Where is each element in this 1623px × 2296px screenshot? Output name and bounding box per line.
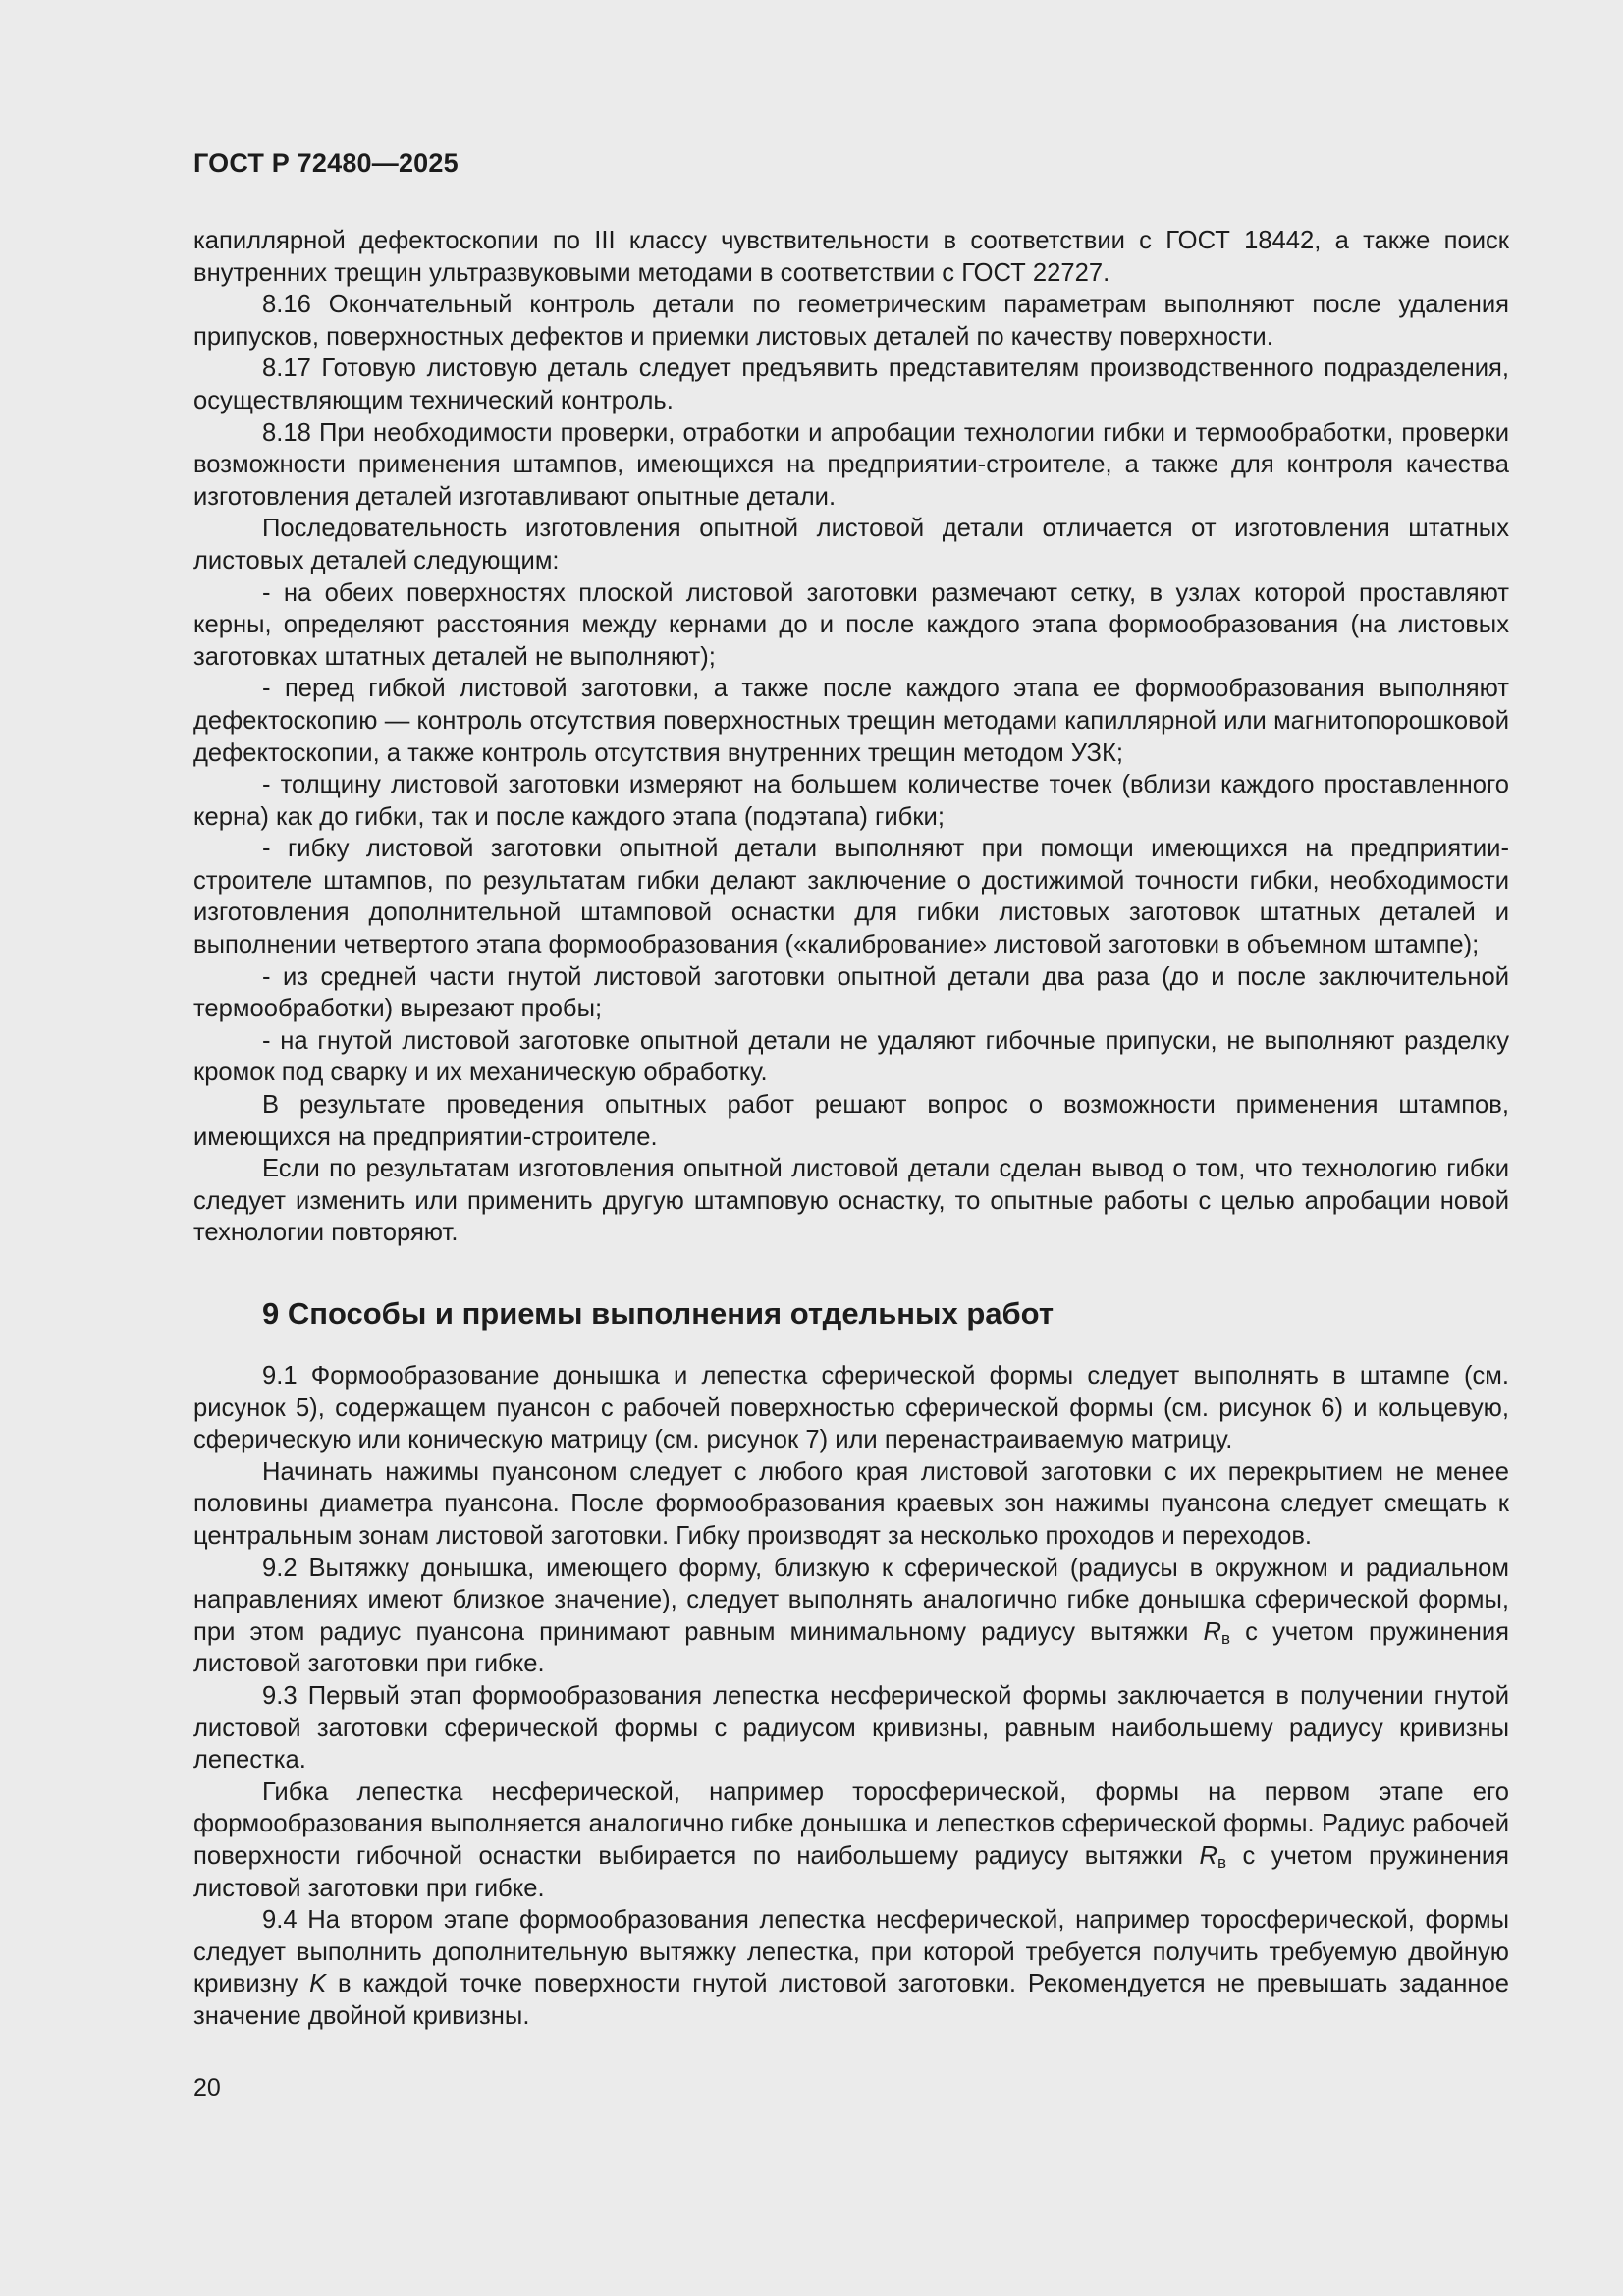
list-item-samples: - из средней части гнутой листовой заготовки опытной детали два раза (до и после заключительной термообработки) вырезают пробы; [193, 962, 1509, 1023]
paragraph-continuation: капиллярной дефектоскопии по III классу чувствительности в соответствии с ГОСТ 18442, а также поиск внутренних трещин ультразвуковыми методами в соответствии с ГОСТ 22727. [193, 227, 1509, 287]
paragraph-technology-change: Если по результатам изготовления опытной листовой детали сделан вывод о том, что технологию гибки следует изменить или применить другую штамповую оснастку, то опытные работы с целью апробации новой технологии повторяют. [193, 1155, 1509, 1247]
paragraph-8-16: 8.16 Окончательный контроль детали по геометрическим параметрам выполняют после удаления припусков, поверхностных дефектов и приемки листовых деталей по качеству поверхности. [193, 291, 1509, 351]
paragraph-9-4 [193, 1904, 1509, 2032]
paragraph-9-2 [193, 1553, 1509, 1680]
radius-subscript: в [1217, 1852, 1226, 1872]
list-item-thickness-measurement: - толщину листовой заготовки измеряют на большем количестве точек (вблизи каждого проставленного керна) как до гибки, так и после каждого этапа (подэтапа) гибки; [193, 771, 1509, 831]
paragraph-9-3-bending [193, 1777, 1509, 1904]
list-item-allowances: - на гнутой листовой заготовке опытной детали не удаляют гибочные припуски, не выполняют разделку кромок под сварку и их механическую обработку. [193, 1026, 1509, 1087]
document-body [193, 225, 1509, 2032]
paragraph-9-3: 9.3 Первый этап формообразования лепестка несферической формы заключается в получении гнутой листовой заготовки сферической формы с радиусом кривизны, равным наибольшему радиусу кривизны лепестка. [193, 1681, 1509, 1775]
paragraph-9-1: 9.1 Формообразование донышка и лепестка сферической формы следует выполнять в штампе (см. рисунок 5), содержащем пуансон с рабочей поверхностью сферической формы (см. рисунок 6) и кольцевую, сферическую или коническую матрицу (см. рисунок 7) или перенастраиваемую матрицу. [193, 1362, 1509, 1454]
paragraph-9-4-text-end: в каждой точке поверхности гнутой листовой заготовки. Рекомендуется не превышать заданное значение двойной кривизны. [193, 1970, 1509, 2030]
paragraph-sequence-intro: Последовательность изготовления опытной листовой детали отличается от изготовления штатных листовых деталей следующим: [193, 515, 1509, 574]
paragraph-9-2-text-end: с учетом пружинения листовой заготовки при гибке. [193, 1617, 1509, 1678]
list-item-bending-stamps: - гибку листовой заготовки опытной детали выполняют при помощи имеющихся на предприятии-строителе штампов, по результатам гибки делают заключение о достижимой точности гибки, необходимости изготовления дополнительной штамповой оснастки для гибки листовых заготовок штатных деталей и выполнении четвертого этапа формообразования («калибрование» листовой заготовки в объемном штампе); [193, 835, 1509, 959]
page-number: 20 [193, 2074, 221, 2102]
paragraph-9-4-text: 9.4 На втором этапе формообразования лепестка несферической, например торосферической, формы следует выполнить дополнительную вытяжку лепестка, при которой требуется получить требуемую двойную кривизну [193, 1906, 1509, 1998]
paragraph-8-18: 8.18 При необходимости проверки, отработки и апробации технологии гибки и термообработки, проверки возможности применения штампов, имеющихся на предприятии-строителе, а также для контроля качества изготовления деталей изготавливают опытные детали. [193, 418, 1509, 511]
paragraph-experimental-result: В результате проведения опытных работ решают вопрос о возможности применения штампов, имеющихся на предприятии-строителе. [193, 1091, 1509, 1151]
paragraph-8-17: 8.17 Готовую листовую деталь следует предъявить представителям производственного подразделения, осуществляющим технический контроль. [193, 355, 1509, 414]
paragraph-9-1-pressing: Начинать нажимы пуансоном следует с любого края листовой заготовки с их перекрытием не менее половины диаметра пуансона. После формообразования краевых зон нажимы пуансона следует смещать к центральным зонам листовой заготовки. Гибку производят за несколько проходов и переходов. [193, 1457, 1509, 1550]
document-number-header: ГОСТ Р 72480—2025 [193, 148, 459, 178]
list-item-grid-marking: - на обеих поверхностях плоской листовой заготовки размечают сетку, в узлах которой проставляют керны, определяют расстояния между кернами до и после каждого этапа формообразования (на листовых заготовках штатных деталей не выполняют); [193, 578, 1509, 671]
paragraph-9-2-text: 9.2 Вытяжку донышка, имеющего форму, близкую к сферической (радиусы в окружном и радиальном направлениях имеют близкое значение), следует выполнять аналогично гибке донышка сферической формы, при этом радиус пуансона принимают равным минимальному радиусу вытяжки [193, 1554, 1509, 1646]
radius-symbol: R [1199, 1841, 1217, 1870]
radius-symbol: R [1203, 1617, 1221, 1646]
section-9-title: 9 Способы и приемы выполнения отдельных работ [262, 1296, 1055, 1331]
list-item-flaw-detection: - перед гибкой листовой заготовки, а также после каждого этапа ее формообразования выполняют дефектоскопию — контроль отсутствия поверхностных трещин методами капиллярной или магнитопорошковой дефектоскопии, а также контроль отсутствия внутренних трещин методом УЗК; [193, 675, 1509, 767]
paragraph-9-3-bending-text-end: с учетом пружинения листовой заготовки при гибке. [193, 1841, 1509, 1902]
radius-subscript: в [1221, 1628, 1231, 1648]
curvature-symbol: K [309, 1970, 327, 1998]
paragraph-9-3-bending-text: Гибка лепестка несферической, например торосферической, формы на первом этапе его формообразования выполняется аналогично гибке донышка и лепестков сферической формы. Радиус рабочей поверхности гибочной оснастки выбирается по наибольшему радиусу вытяжки [193, 1777, 1509, 1870]
